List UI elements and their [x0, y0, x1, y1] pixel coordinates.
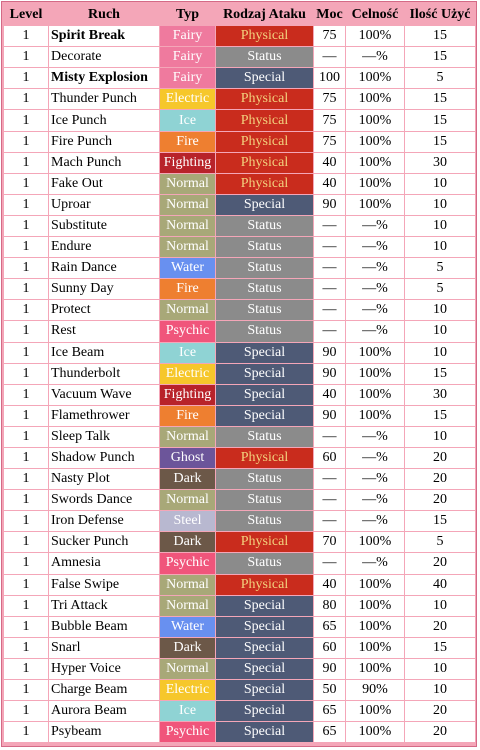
move-pp: 20 — [405, 617, 475, 637]
move-pp: 30 — [405, 153, 475, 173]
move-power: — — [314, 237, 345, 257]
table-row — [4, 110, 475, 130]
table-row — [4, 237, 475, 257]
move-accuracy: 100% — [346, 110, 404, 130]
move-power: 65 — [314, 617, 345, 637]
move-category-badge: Physical — [216, 89, 313, 109]
move-category-badge: Physical — [216, 153, 313, 173]
move-accuracy: —% — [346, 279, 404, 299]
move-type-badge: Fire — [160, 406, 215, 426]
move-level: 1 — [4, 132, 48, 152]
move-type-badge: Normal — [160, 490, 215, 510]
move-name: Snarl — [49, 638, 159, 658]
move-name: Hyper Voice — [49, 659, 159, 679]
move-category-badge: Special — [216, 195, 313, 215]
move-name: Mach Punch — [49, 153, 159, 173]
move-level: 1 — [4, 532, 48, 552]
move-level: 1 — [4, 406, 48, 426]
move-level: 1 — [4, 680, 48, 700]
table-row — [4, 321, 475, 341]
move-name: Bubble Beam — [49, 617, 159, 637]
move-type-badge: Dark — [160, 469, 215, 489]
move-accuracy: —% — [346, 469, 404, 489]
table-row — [4, 174, 475, 194]
table-row — [4, 216, 475, 236]
move-level: 1 — [4, 553, 48, 573]
table-row — [4, 89, 475, 109]
move-accuracy: —% — [346, 553, 404, 573]
move-type-badge: Dark — [160, 532, 215, 552]
move-level: 1 — [4, 385, 48, 405]
move-power: 40 — [314, 174, 345, 194]
move-power: — — [314, 511, 345, 531]
move-level: 1 — [4, 448, 48, 468]
move-accuracy: —% — [346, 237, 404, 257]
table-row — [4, 596, 475, 616]
move-type-badge: Normal — [160, 427, 215, 447]
move-name: Thunder Punch — [49, 89, 159, 109]
move-level: 1 — [4, 364, 48, 384]
move-type-badge: Fairy — [160, 26, 215, 46]
move-pp: 15 — [405, 511, 475, 531]
table-row — [4, 680, 475, 700]
move-power: — — [314, 490, 345, 510]
table-row — [4, 258, 475, 278]
move-accuracy: 100% — [346, 132, 404, 152]
move-name: Fire Punch — [49, 132, 159, 152]
move-pp: 15 — [405, 638, 475, 658]
move-pp: 10 — [405, 680, 475, 700]
move-level: 1 — [4, 722, 48, 742]
move-name: Flamethrower — [49, 406, 159, 426]
move-type-badge: Fighting — [160, 153, 215, 173]
move-name: Endure — [49, 237, 159, 257]
move-type-badge: Psychic — [160, 722, 215, 742]
move-pp: 5 — [405, 532, 475, 552]
move-power: 80 — [314, 596, 345, 616]
move-level: 1 — [4, 89, 48, 109]
move-name: Misty Explosion — [49, 68, 159, 88]
move-pp: 10 — [405, 659, 475, 679]
move-power: 90 — [314, 364, 345, 384]
move-type-badge: Electric — [160, 89, 215, 109]
table-row — [4, 553, 475, 573]
move-pp: 15 — [405, 26, 475, 46]
move-type-badge: Normal — [160, 216, 215, 236]
move-category-badge: Status — [216, 321, 313, 341]
move-pp: 10 — [405, 237, 475, 257]
move-accuracy: 100% — [346, 26, 404, 46]
move-power: 90 — [314, 195, 345, 215]
move-category-badge: Status — [216, 553, 313, 573]
table-row — [4, 132, 475, 152]
table-row — [4, 575, 475, 595]
move-name: Sleep Talk — [49, 427, 159, 447]
move-name: Iron Defense — [49, 511, 159, 531]
move-name: Protect — [49, 300, 159, 320]
move-name: Fake Out — [49, 174, 159, 194]
table-row — [4, 659, 475, 679]
move-category-badge: Special — [216, 617, 313, 637]
move-level: 1 — [4, 596, 48, 616]
move-category-badge: Status — [216, 237, 313, 257]
move-power: — — [314, 258, 345, 278]
move-type-badge: Ice — [160, 701, 215, 721]
move-category-badge: Special — [216, 659, 313, 679]
move-type-badge: Normal — [160, 195, 215, 215]
table-row — [4, 701, 475, 721]
move-pp: 20 — [405, 722, 475, 742]
move-type-badge: Water — [160, 258, 215, 278]
move-type-badge: Ice — [160, 343, 215, 363]
move-category-badge: Physical — [216, 532, 313, 552]
move-accuracy: 100% — [346, 575, 404, 595]
move-power: — — [314, 300, 345, 320]
move-accuracy: 100% — [346, 364, 404, 384]
move-category-badge: Status — [216, 490, 313, 510]
move-pp: 10 — [405, 427, 475, 447]
table-row — [4, 279, 475, 299]
move-type-badge: Dark — [160, 638, 215, 658]
move-power: — — [314, 47, 345, 67]
table-row — [4, 511, 475, 531]
move-type-badge: Fighting — [160, 385, 215, 405]
move-pp: 10 — [405, 321, 475, 341]
move-pp: 15 — [405, 132, 475, 152]
move-name: Decorate — [49, 47, 159, 67]
move-accuracy: —% — [346, 448, 404, 468]
move-pp: 20 — [405, 448, 475, 468]
move-level: 1 — [4, 469, 48, 489]
move-power: 100 — [314, 68, 345, 88]
table-row — [4, 26, 475, 46]
table-row — [4, 195, 475, 215]
table-row — [4, 532, 475, 552]
table-row — [4, 68, 475, 88]
move-accuracy: 100% — [346, 174, 404, 194]
move-level: 1 — [4, 279, 48, 299]
move-category-badge: Special — [216, 385, 313, 405]
move-type-badge: Ghost — [160, 448, 215, 468]
move-name: Substitute — [49, 216, 159, 236]
move-accuracy: —% — [346, 427, 404, 447]
move-pp: 10 — [405, 343, 475, 363]
move-accuracy: —% — [346, 490, 404, 510]
move-category-badge: Special — [216, 68, 313, 88]
move-category-badge: Physical — [216, 575, 313, 595]
move-name: Vacuum Wave — [49, 385, 159, 405]
table-row — [4, 47, 475, 67]
move-type-badge: Normal — [160, 237, 215, 257]
move-level: 1 — [4, 659, 48, 679]
move-type-badge: Normal — [160, 174, 215, 194]
move-pp: 10 — [405, 300, 475, 320]
move-name: Swords Dance — [49, 490, 159, 510]
move-category-badge: Special — [216, 406, 313, 426]
move-accuracy: 100% — [346, 638, 404, 658]
table-row — [4, 406, 475, 426]
move-name: Charge Beam — [49, 680, 159, 700]
move-category-badge: Physical — [216, 174, 313, 194]
move-pp: 15 — [405, 47, 475, 67]
move-power: 40 — [314, 385, 345, 405]
move-power: 60 — [314, 638, 345, 658]
move-category-badge: Physical — [216, 26, 313, 46]
move-power: — — [314, 216, 345, 236]
header-type: Typ — [175, 7, 200, 23]
move-pp: 15 — [405, 89, 475, 109]
move-accuracy: 100% — [346, 659, 404, 679]
move-accuracy: 100% — [346, 596, 404, 616]
table-row — [4, 490, 475, 510]
move-pp: 10 — [405, 596, 475, 616]
move-power: 75 — [314, 26, 345, 46]
move-power: 40 — [314, 153, 345, 173]
move-power: — — [314, 279, 345, 299]
move-type-badge: Normal — [160, 575, 215, 595]
move-pp: 30 — [405, 385, 475, 405]
table-row — [4, 427, 475, 447]
move-level: 1 — [4, 195, 48, 215]
move-category-badge: Status — [216, 216, 313, 236]
table-row — [4, 448, 475, 468]
move-name: Aurora Beam — [49, 701, 159, 721]
move-category-badge: Physical — [216, 110, 313, 130]
move-level: 1 — [4, 26, 48, 46]
move-level: 1 — [4, 617, 48, 637]
move-power: — — [314, 427, 345, 447]
move-pp: 20 — [405, 490, 475, 510]
move-type-badge: Water — [160, 617, 215, 637]
move-power: 90 — [314, 406, 345, 426]
move-name: Amnesia — [49, 553, 159, 573]
move-category-badge: Status — [216, 469, 313, 489]
move-power: 60 — [314, 448, 345, 468]
move-name: Spirit Break — [49, 26, 159, 46]
header-level: Level — [9, 7, 43, 23]
move-type-badge: Electric — [160, 680, 215, 700]
move-level: 1 — [4, 427, 48, 447]
move-power: 75 — [314, 132, 345, 152]
move-power: — — [314, 321, 345, 341]
move-level: 1 — [4, 300, 48, 320]
move-accuracy: 100% — [346, 406, 404, 426]
table-row — [4, 617, 475, 637]
move-type-badge: Psychic — [160, 321, 215, 341]
move-name: Thunderbolt — [49, 364, 159, 384]
move-level: 1 — [4, 47, 48, 67]
move-power: 90 — [314, 343, 345, 363]
move-level: 1 — [4, 258, 48, 278]
move-pp: 20 — [405, 553, 475, 573]
move-level: 1 — [4, 216, 48, 236]
table-row — [4, 364, 475, 384]
move-name: Psybeam — [49, 722, 159, 742]
move-category-badge: Special — [216, 364, 313, 384]
move-pp: 40 — [405, 575, 475, 595]
move-power: 50 — [314, 680, 345, 700]
move-type-badge: Normal — [160, 300, 215, 320]
move-level: 1 — [4, 701, 48, 721]
move-power: 75 — [314, 89, 345, 109]
move-name: Ice Punch — [49, 110, 159, 130]
header-accuracy: Celność — [351, 7, 399, 23]
move-name: Tri Attack — [49, 596, 159, 616]
move-name: Sunny Day — [49, 279, 159, 299]
table-row — [4, 153, 475, 173]
move-accuracy: —% — [346, 321, 404, 341]
move-name: Shadow Punch — [49, 448, 159, 468]
move-accuracy: 100% — [346, 701, 404, 721]
move-pp: 5 — [405, 68, 475, 88]
move-name: Nasty Plot — [49, 469, 159, 489]
move-level: 1 — [4, 153, 48, 173]
move-level: 1 — [4, 68, 48, 88]
move-type-badge: Fairy — [160, 68, 215, 88]
move-category-badge: Status — [216, 427, 313, 447]
move-accuracy: 100% — [346, 68, 404, 88]
move-accuracy: 90% — [346, 680, 404, 700]
move-accuracy: —% — [346, 258, 404, 278]
table-row — [4, 469, 475, 489]
move-type-badge: Fire — [160, 279, 215, 299]
table-row — [4, 722, 475, 742]
move-level: 1 — [4, 321, 48, 341]
move-category-badge: Special — [216, 680, 313, 700]
move-power: — — [314, 553, 345, 573]
header-row — [4, 5, 475, 25]
header-category: Rodzaj Ataku — [223, 7, 306, 23]
move-power: — — [314, 469, 345, 489]
header-power: Moc — [316, 7, 343, 23]
moves-table-body — [4, 26, 475, 742]
move-type-badge: Ice — [160, 110, 215, 130]
move-category-badge: Status — [216, 47, 313, 67]
move-category-badge: Special — [216, 722, 313, 742]
move-accuracy: —% — [346, 511, 404, 531]
move-name: Rest — [49, 321, 159, 341]
move-pp: 10 — [405, 195, 475, 215]
move-level: 1 — [4, 343, 48, 363]
move-accuracy: 100% — [346, 722, 404, 742]
move-pp: 20 — [405, 469, 475, 489]
header-pp: Ilość Użyć — [409, 7, 471, 23]
move-pp: 15 — [405, 110, 475, 130]
move-accuracy: 100% — [346, 343, 404, 363]
move-category-badge: Status — [216, 300, 313, 320]
table-row — [4, 385, 475, 405]
move-accuracy: 100% — [346, 153, 404, 173]
move-name: Rain Dance — [49, 258, 159, 278]
move-accuracy: 100% — [346, 195, 404, 215]
move-name: Uproar — [49, 195, 159, 215]
move-accuracy: —% — [346, 216, 404, 236]
move-accuracy: 100% — [346, 385, 404, 405]
move-level: 1 — [4, 237, 48, 257]
move-accuracy: 100% — [346, 89, 404, 109]
table-row — [4, 300, 475, 320]
table-row — [4, 638, 475, 658]
move-pp: 10 — [405, 216, 475, 236]
move-level: 1 — [4, 490, 48, 510]
move-level: 1 — [4, 575, 48, 595]
move-power: 65 — [314, 722, 345, 742]
move-category-badge: Physical — [216, 448, 313, 468]
move-type-badge: Normal — [160, 596, 215, 616]
moves-table-container — [1, 1, 477, 747]
move-level: 1 — [4, 638, 48, 658]
move-pp: 10 — [405, 174, 475, 194]
move-category-badge: Status — [216, 258, 313, 278]
move-level: 1 — [4, 511, 48, 531]
move-category-badge: Special — [216, 343, 313, 363]
move-accuracy: 100% — [346, 532, 404, 552]
move-pp: 15 — [405, 364, 475, 384]
move-category-badge: Special — [216, 596, 313, 616]
move-category-badge: Special — [216, 638, 313, 658]
move-power: 90 — [314, 659, 345, 679]
move-pp: 5 — [405, 279, 475, 299]
move-pp: 20 — [405, 701, 475, 721]
move-power: 40 — [314, 575, 345, 595]
header-move: Ruch — [88, 7, 120, 23]
move-type-badge: Electric — [160, 364, 215, 384]
moves-table — [3, 4, 476, 743]
move-name: Sucker Punch — [49, 532, 159, 552]
move-type-badge: Steel — [160, 511, 215, 531]
move-pp: 5 — [405, 258, 475, 278]
move-category-badge: Status — [216, 279, 313, 299]
move-level: 1 — [4, 174, 48, 194]
move-level: 1 — [4, 110, 48, 130]
move-category-badge: Physical — [216, 132, 313, 152]
move-power: 70 — [314, 532, 345, 552]
move-type-badge: Fairy — [160, 47, 215, 67]
move-accuracy: —% — [346, 300, 404, 320]
move-name: Ice Beam — [49, 343, 159, 363]
move-power: 65 — [314, 701, 345, 721]
move-type-badge: Normal — [160, 659, 215, 679]
move-type-badge: Fire — [160, 132, 215, 152]
move-power: 75 — [314, 110, 345, 130]
move-category-badge: Status — [216, 511, 313, 531]
move-accuracy: 100% — [346, 617, 404, 637]
move-category-badge: Special — [216, 701, 313, 721]
move-accuracy: —% — [346, 47, 404, 67]
move-name: False Swipe — [49, 575, 159, 595]
move-type-badge: Psychic — [160, 553, 215, 573]
move-pp: 15 — [405, 406, 475, 426]
table-row — [4, 343, 475, 363]
